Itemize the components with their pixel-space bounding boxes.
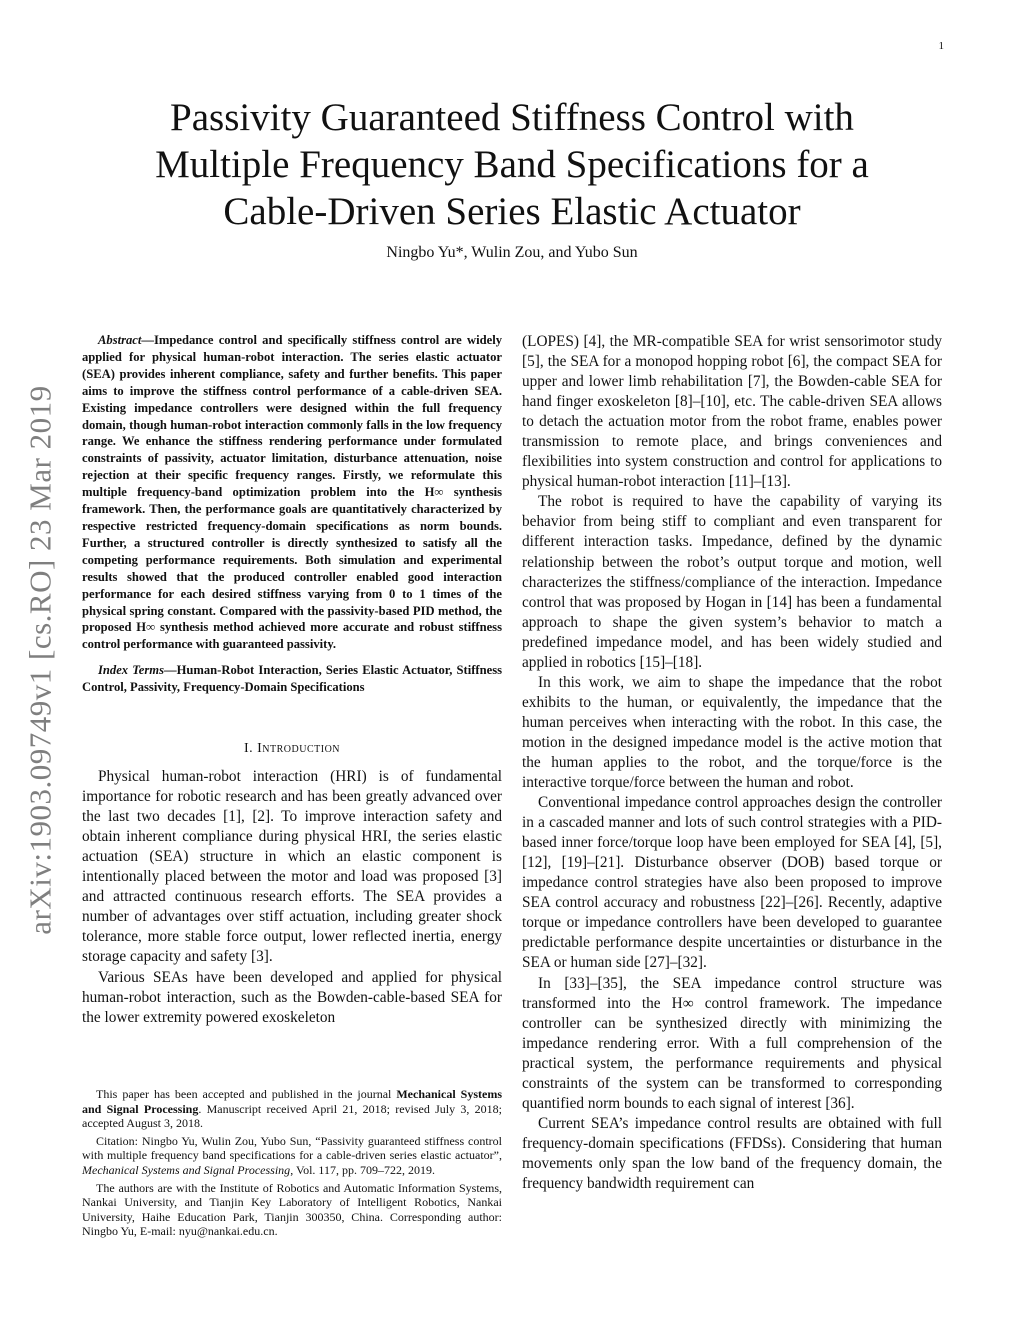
section-heading-introduction xyxy=(82,741,502,757)
arxiv-stamp-text: arXiv:1903.09749v1 [cs.RO] 23 Mar 2019 xyxy=(23,385,59,935)
left-paragraph: Various SEAs have been developed and applied for physical human-robot interaction, such as the Bowden-cable-based SEA for the lower extremity powered exoskeleton xyxy=(82,968,502,1026)
footnote-citation-post: , Vol. 117, pp. 709–722, 2019. xyxy=(290,1162,435,1177)
footnote-accepted-journal: Mechanical Systems and Signal Processing xyxy=(82,1087,502,1116)
arxiv-identifier-stamp[interactable] xyxy=(23,350,59,970)
section-title: Introduction xyxy=(257,741,341,757)
left-paragraph: Physical human-robot interaction (HRI) is of fundamental importance for robotic research and has been greatly advanced over the last two decades [1], [2]. To improve interaction safety and obtain inherent compliance during physical HRI, the series elastic actuation (SEA) structure in which an elastic component is intentionally placed between the motor and load was proposed [3] and attracted continuous research efforts. The SEA provides a number of advantages over stiff actuation, including greater shock tolerance, more stable force output, lower reflected inertia, energy storage capacity and safety [3]. xyxy=(82,768,502,966)
index-terms-lead: Index Terms xyxy=(98,663,164,678)
section-number: I. xyxy=(243,741,254,757)
right-column xyxy=(522,332,942,1194)
footnote-accepted xyxy=(82,1087,502,1131)
left-column xyxy=(82,332,502,1028)
right-paragraph: Conventional impedance control approaches design the controller in a cascaded manner and lots of such control strategies with a PID-based inner force/torque loop have been employed for SEA [4], [5], [12], [19]–[21]. Disturbance observer (DOB) based torque or impedance control strategies have also been proposed to improve SEA control accuracy and robustness [22]–[26]. Recently, adaptive torque or impedance controllers have been developed to guarantee predictable performance despite uncertainties or disturbance in the SEA or human side [27]–[32]. xyxy=(522,794,942,972)
footnote-accepted-post: . Manuscript received April 21, 2018; revised July 3, 2018; accepted August 3, 2018. xyxy=(82,1101,502,1131)
footnote-affiliation: The authors are with the Institute of Robotics and Automatic Information Systems, Nankai University, and Tianjin Key Laboratory of Intelligent Robotics, Nankai University, Haihe Education Park, Tianjin 300350, China. Corresponding author: Ningbo Yu, E-mail: nyu@nankai.edu.cn. xyxy=(82,1180,502,1239)
footnote-accepted-pre: This paper has been accepted and published in the journal xyxy=(96,1087,397,1101)
footnote-citation xyxy=(82,1134,502,1178)
right-paragraph: In [33]–[35], the SEA impedance control structure was transformed into the H∞ control framework. The impedance controller can be synthesized directly with minimizing the impedance rendering error. With a full comprehension of the practical system, the performance requirements and physical constraints of the system can be transformed to corresponding quantified norm bounds to each signal of interest [36]. xyxy=(522,974,942,1112)
abstract-lead: Abstract xyxy=(98,333,142,347)
footnote-citation-pre: Citation: Ningbo Yu, Wulin Zou, Yubo Sun, “Passivity guaranteed stiffness control with multiple frequency band specifications for a cable-driven series elastic actuator”, xyxy=(82,1133,502,1163)
index-terms-text: Human-Robot Interaction, Series Elastic Actuator, Stiffness Control, Passivity, Frequency-Domain Specifications xyxy=(82,663,502,695)
page-number: 1 xyxy=(938,40,944,52)
right-paragraph: In this work, we aim to shape the impedance that the robot exhibits to the human, or equivalently, the impedance that the human perceives when interacting with the robot. In this case, the motion in the designed impedance model is the active motion that the human applies to the robot, and the torque/force is the interactive torque/force between the human and robot. xyxy=(522,673,942,792)
paper-title: Passivity Guaranteed Stiffness Control with Multiple Frequency Band Specifications for a Cable-Driven Series Elastic Actuator xyxy=(155,96,869,233)
footnotes xyxy=(82,1087,502,1242)
right-paragraph: (LOPES) [4], the MR-compatible SEA for wrist sensorimotor study [5], the SEA for a monopod hopping robot [6], the compact SEA for upper and lower limb rehabilitation [7], the Bowden-cable SEA for hand finger exoskeleton [8]–[10], etc. The cable-driven SEA allows to detach the actuation motor from the robot frame, enables power transmission to remote place, and brings conveniences and flexibilities into system construction and control for applications to physical human-robot interaction [11]–[13]. xyxy=(522,333,942,491)
abstract-text: Impedance control and specifically stiffness control are widely applied for physical human-robot interaction. The series elastic actuator (SEA) provides inherent compliance, safety and further benefits. This paper aims to improve the stiffness control performance of a cable-driven SEA. Existing impedance controllers were designed within the full frequency domain, though human-robot interaction commonly falls in the low frequency range. We enhance the stiffness rendering performance under formulated constraints of passivity, actuator limitation, disturbance attenuation, noise rejection at their specific frequency ranges. Firstly, we reformulate this multiple frequency-band optimization problem into the H∞ synthesis framework. Then, the performance goals are quantitatively characterized by respective restricted frequency-domain specifications as norm bounds. Further, a structured controller is directly synthesized to satisfy all the competing performance requirements. Both simulation and experimental results showed that the produced controller enabled good interaction performance for each desired stiffness varying from 0 to 1 times of the physical spring constant. Compared with the passivity-based PID method, the proposed H∞ synthesis method achieved more accurate and robust stiffness control performance with guaranteed passivity. xyxy=(82,333,502,652)
index-terms xyxy=(82,662,502,696)
index-terms-dash: — xyxy=(163,663,177,678)
paper-authors: Ningbo Yu*, Wulin Zou, and Yubo Sun xyxy=(386,244,638,261)
abstract-dash: — xyxy=(141,333,154,347)
footnote-citation-journal: Mechanical Systems and Signal Processing xyxy=(82,1162,291,1177)
right-paragraph: The robot is required to have the capability of varying its behavior from being stiff to compliant and even transparent for different interaction tasks. Impedance, defined by the dynamic relationship between the robot’s output torque and motion, well characterizes the stiffness/compliance of the interaction. Impedance control that was proposed by Hogan in [14] has been a fundamental approach to shape the given system’s behavior to match a predefined impedance model, and has been widely studied and applied in robotics [15]–[18]. xyxy=(522,493,942,671)
right-paragraph: Current SEA’s impedance control results are obtained with full frequency-domain specifications (FFDSs). Considering that human movements only span the low band of the frequency domain, the frequency bandwidth requirement can xyxy=(522,1114,942,1192)
abstract xyxy=(82,332,502,653)
